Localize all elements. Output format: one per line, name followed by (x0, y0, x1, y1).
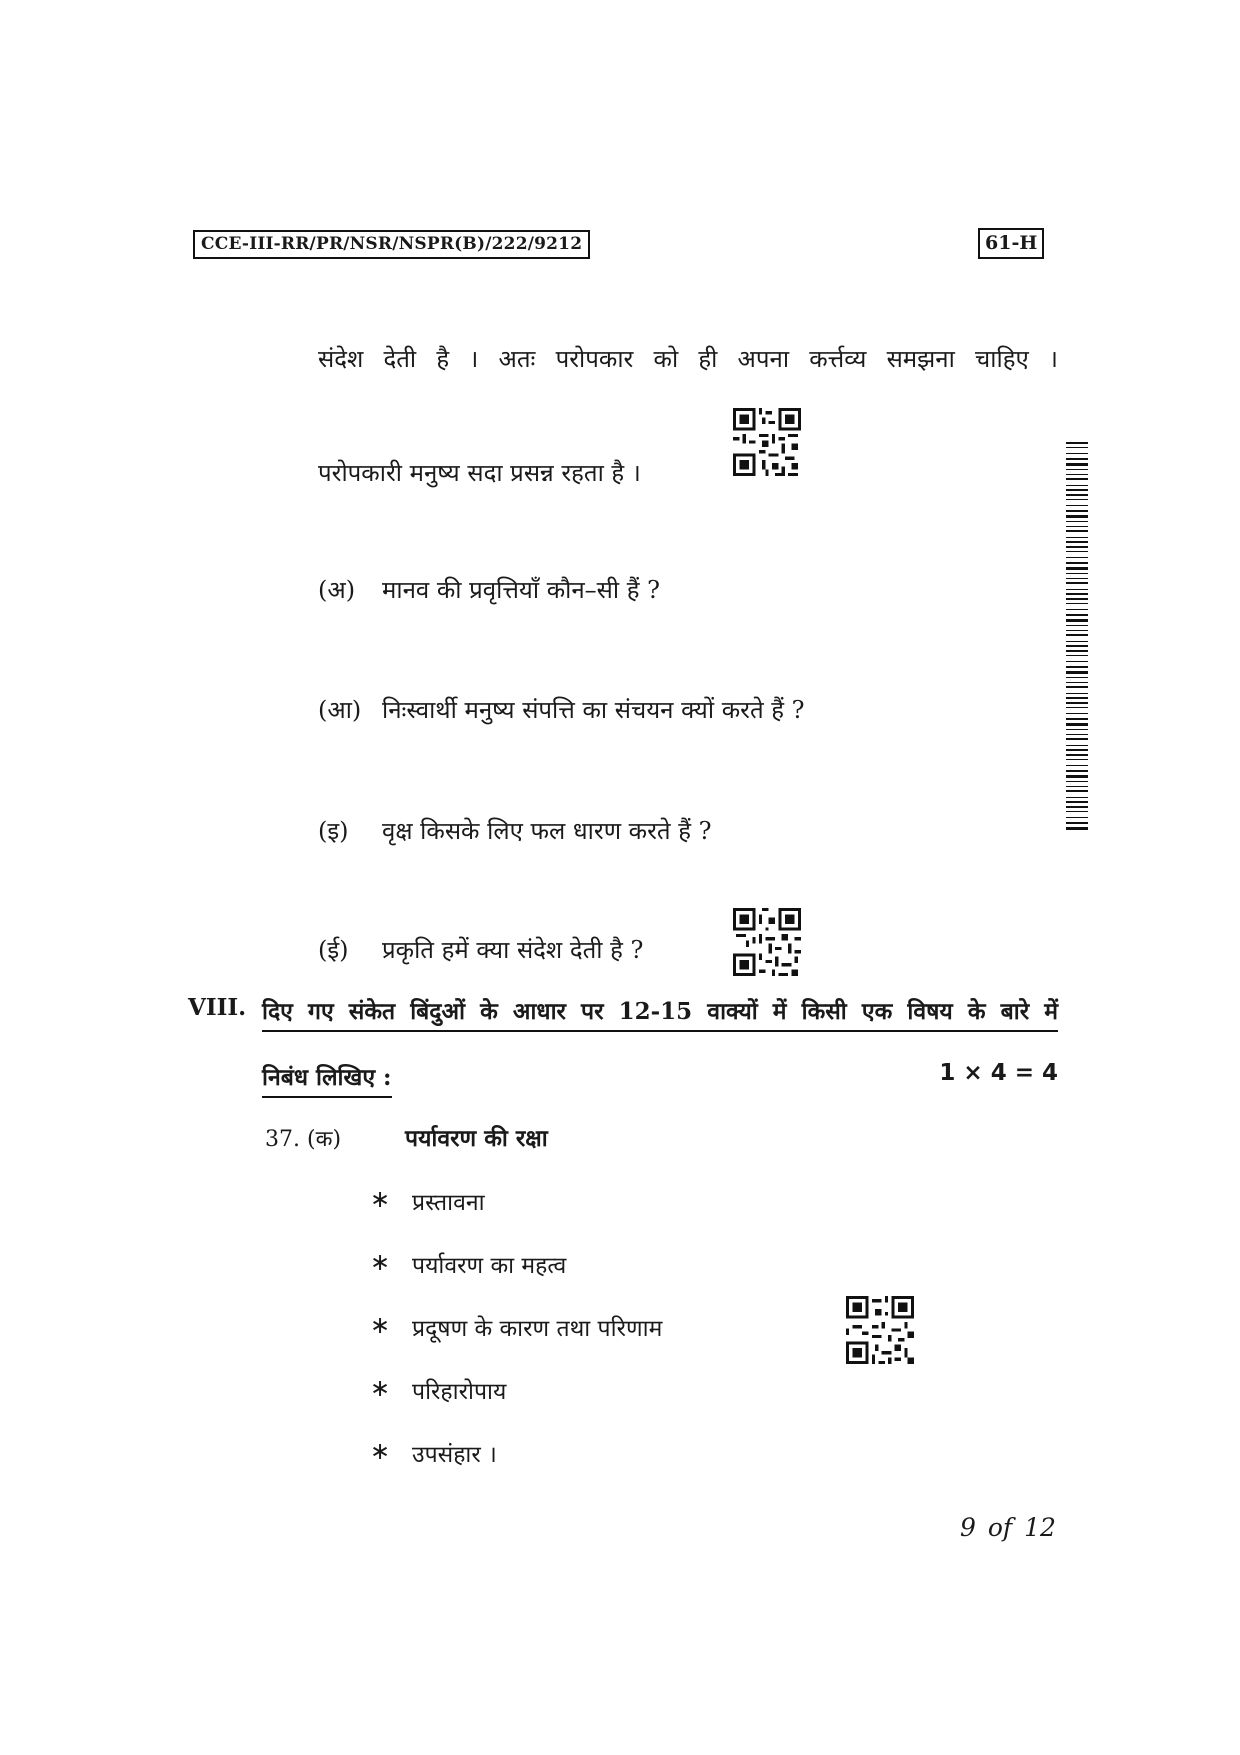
marks-scheme: 1 × 4 = 4 (939, 1060, 1058, 1086)
paper-code: CCE-III-RR/PR/NSR/NSPR(B)/222/9212 (193, 230, 590, 259)
bullet-icon: ∗ (370, 1437, 391, 1465)
essay-point: पर्यावरण का महत्व (412, 1253, 567, 1279)
essay-title: पर्यावरण की रक्षा (405, 1125, 548, 1152)
subject-code: 61-H (978, 228, 1044, 259)
question-label: (आ) (318, 696, 362, 724)
section-instruction-end: निबंध लिखिए : (262, 1060, 392, 1098)
qr-code-icon (733, 908, 801, 976)
bullet-icon: ∗ (370, 1374, 391, 1402)
bullet-icon: ∗ (370, 1185, 391, 1213)
essay-point: प्रदूषण के कारण तथा परिणाम (412, 1316, 663, 1342)
essay-point: परिहारोपाय (412, 1379, 507, 1405)
passage-line-2: परोपकारी मनुष्य सदा प्रसन्न रहता है । (318, 459, 641, 487)
bullet-icon: ∗ (370, 1248, 391, 1276)
question-text: मानव की प्रवृत्तियाँ कौन–सी हैं ? (382, 576, 660, 604)
page-number: 9 of 12 (960, 1513, 1056, 1542)
question-label: (इ) (318, 817, 349, 845)
question-text: प्रकृति हमें क्या संदेश देती है ? (382, 936, 644, 964)
bullet-icon: ∗ (370, 1311, 391, 1339)
passage-line-1: संदेश देती है । अतः परोपकार को ही अपना कर्त्तव्य समझना चाहिए । (318, 345, 1058, 373)
question-label: (ई) (318, 936, 349, 964)
qr-code-icon (733, 408, 801, 476)
section-instruction: दिए गए संकेत बिंदुओं के आधार पर 12-15 वाक्यों में किसी एक विषय के बारे में (262, 994, 1058, 1032)
question-number: 37. (क) (265, 1127, 342, 1152)
question-text: निःस्वार्थी मनुष्य संपत्ति का संचयन क्यों करते हैं ? (382, 696, 805, 724)
question-label: (अ) (318, 576, 356, 604)
essay-point: प्रस्तावना (412, 1190, 485, 1216)
barcode-icon (1066, 442, 1088, 832)
qr-code-icon (846, 1296, 914, 1364)
question-text: वृक्ष किसके लिए फल धारण करते हैं ? (382, 817, 712, 845)
essay-point: उपसंहार । (412, 1442, 497, 1468)
section-number: VIII. (188, 994, 247, 1021)
